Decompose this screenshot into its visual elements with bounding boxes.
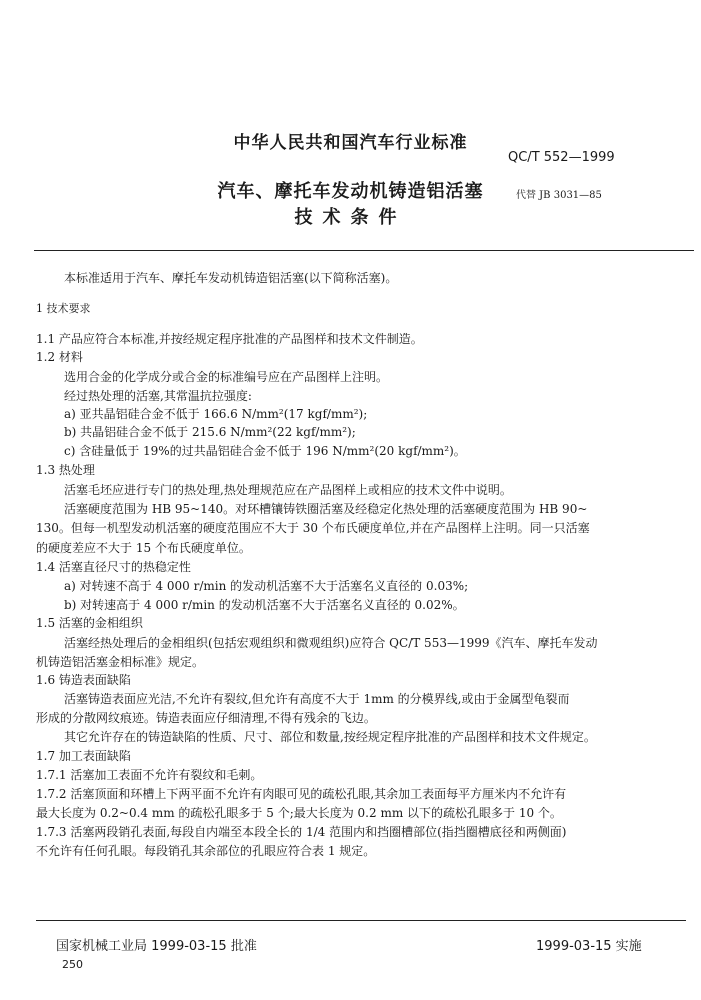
page-number: 250 — [62, 958, 83, 971]
issuing-body-title: 中华人民共和国汽车行业标准 — [233, 133, 468, 153]
clause-1-7-1: 1.7.1 活塞加工表面不允许有裂纹和毛刺。 — [36, 768, 263, 782]
body-line: 其它允许存在的铸造缺陷的性质、尺寸、部位和数量,按经规定程序批准的产品图样和技术文件规定。 — [64, 730, 596, 744]
clause-1-1: 1.1 产品应符合本标准,并按经规定程序批准的产品图样和技术文件制造。 — [36, 332, 423, 346]
clause-1-5-heading: 1.5 活塞的金相组织 — [36, 616, 143, 630]
body-line: 经过热处理的活塞,其常温抗拉强度: — [64, 389, 252, 403]
document-title-line-2: 技术条件 — [294, 207, 407, 228]
clause-1-4-heading: 1.4 活塞直径尺寸的热稳定性 — [36, 560, 191, 574]
body-line: 形成的分散网纹痕迹。铸造表面应仔细清理,不得有残余的飞边。 — [36, 711, 376, 725]
body-line: 选用合金的化学成分或合金的标准编号应在产品图样上注明。 — [64, 370, 389, 384]
list-item: c) 含硅量低于 19%的过共晶铝硅合金不低于 196 N/mm²(20 kgf/mm²)。 — [64, 444, 466, 458]
header-divider — [34, 250, 694, 251]
document-title-line-1: 汽车、摩托车发动机铸造铝活塞 — [217, 181, 484, 202]
clause-1-2-heading: 1.2 材料 — [36, 350, 83, 364]
list-item: a) 亚共晶铝硅合金不低于 166.6 N/mm²(17 kgf/mm²); — [64, 407, 368, 421]
body-line: 活塞毛坯应进行专门的热处理,热处理规范应在产品图样上或相应的技术文件中说明。 — [64, 483, 512, 497]
implementation-date: 1999-03-15 实施 — [536, 939, 642, 954]
section-heading: 1 技术要求 — [36, 302, 91, 315]
body-line: 130。但每一机型发动机活塞的硬度范围应不大于 30 个布氏硬度单位,并在产品图样上注明。同一只活塞 — [36, 521, 590, 535]
list-item: b) 对转速高于 4 000 r/min 的发动机活塞不大于活塞名义直径的 0.02%。 — [64, 598, 465, 612]
body-line: 机铸造铝活塞金相标准》规定。 — [36, 655, 205, 669]
body-line: 的硬度差应不大于 15 个布氏硬度单位。 — [36, 541, 251, 555]
body-line: 活塞经热处理后的金相组织(包括宏观组织和微观组织)应符合 QC/T 553—1999《汽车、摩托车发动 — [64, 636, 598, 650]
body-line: 活塞铸造表面应光洁,不允许有裂纹,但允许有高度不大于 1mm 的分模界线,或由于金属型龟裂而 — [64, 692, 570, 706]
list-item: a) 对转速不高于 4 000 r/min 的发动机活塞不大于活塞名义直径的 0.03%; — [64, 579, 469, 593]
body-line: 不允许有任何孔眼。每段销孔其余部位的孔眼应符合表 1 规定。 — [36, 844, 376, 858]
standard-number: QC/T 552—1999 — [508, 150, 615, 165]
body-line: 最大长度为 0.2~0.4 mm 的疏松孔眼多于 5 个;最大长度为 0.2 mm 以下的疏松孔眼多于 10 个。 — [36, 806, 562, 820]
clause-1-7-3: 1.7.3 活塞两段销孔表面,每段自内端至本段全长的 1/4 范围内和挡圈槽部位(指挡圈槽底径和两侧面) — [36, 825, 567, 839]
replaces-standard: 代替 JB 3031—85 — [516, 190, 602, 201]
list-item: b) 共晶铝硅合金不低于 215.6 N/mm²(22 kgf/mm²); — [64, 425, 356, 439]
clause-1-7-2: 1.7.2 活塞顶面和环槽上下两平面不允许有肉眼可见的疏松孔眼,其余加工表面每平方厘米内不允许有 — [36, 787, 567, 801]
approval-line: 国家机械工业局 1999-03-15 批准 — [56, 939, 257, 954]
clause-1-7-heading: 1.7 加工表面缺陷 — [36, 749, 131, 763]
scope-paragraph: 本标准适用于汽车、摩托车发动机铸造铝活塞(以下简称活塞)。 — [64, 271, 398, 285]
clause-1-3-heading: 1.3 热处理 — [36, 463, 95, 477]
footer-divider — [36, 920, 686, 921]
clause-1-6-heading: 1.6 铸造表面缺陷 — [36, 673, 131, 687]
body-line: 活塞硬度范围为 HB 95~140。对环槽镶铸铁圈活塞及经稳定化热处理的活塞硬度范围为 HB 90~ — [64, 502, 588, 516]
